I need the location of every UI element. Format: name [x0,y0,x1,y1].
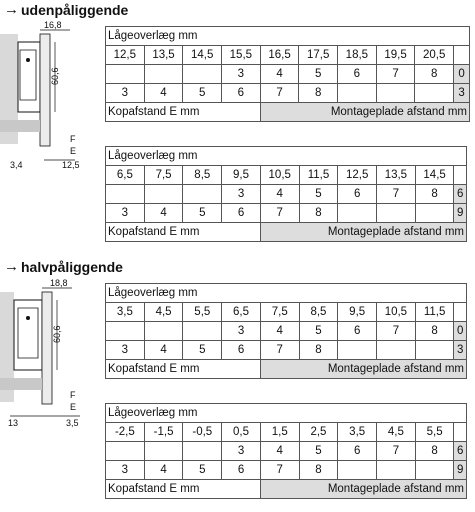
cell: 8 [415,322,454,341]
header-cell: -2,5 [106,423,145,442]
cell: 4 [260,322,299,341]
section-title-text: halvpåliggende [21,258,123,275]
header-cell: 7,5 [144,166,183,185]
footer-row [106,480,467,499]
header-cell: 6,5 [222,303,261,322]
right-dimension: 12,5 [62,160,80,170]
cell: 5 [183,204,222,223]
right-arrow-icon: → [4,258,19,275]
cell: 8 [415,442,454,461]
cell [183,442,222,461]
header-row [106,166,467,185]
cell [377,461,416,480]
cell: 5 [183,461,222,480]
header-cell: 0,5 [222,423,261,442]
table-row [106,461,467,480]
label-f: F [70,390,76,400]
cell: 3 [222,322,261,341]
footer-row [106,103,470,122]
table-row [106,442,467,461]
header-cell [454,303,467,322]
header-cell: 14,5 [415,166,454,185]
cell: 7 [260,461,299,480]
section-title-halvpaaliggende [4,258,123,275]
cell: 6 [222,204,261,223]
table-caption: Lågeoverlæg mm [106,27,470,46]
header-cell: 12,5 [106,46,145,65]
mounting-plate-cell: 6 [454,442,467,461]
cell: 7 [377,185,416,204]
header-cell: 17,5 [299,46,338,65]
left-dimension: 13 [8,418,19,428]
cell: 8 [299,341,338,360]
mounting-plate-cell: 9 [454,204,467,223]
cell [338,461,377,480]
mounting-plate-cell: 0 [454,65,470,84]
cell: 6 [338,185,377,204]
mounting-plate-cell: 3 [454,341,467,360]
cell: 4 [144,461,183,480]
mounting-plate-cell: 6 [454,185,467,204]
header-row [106,303,467,322]
table-caption: Lågeoverlæg mm [106,147,467,166]
cell [377,341,416,360]
cup-distance-label: Kopafstand E mm [106,480,261,499]
hinge-drawing-udenpaaliggende [0,20,100,170]
cell [376,84,415,103]
hinge-drawing-halvpaaliggende [0,278,100,428]
table-row [106,341,467,360]
table-caption: Lågeoverlæg mm [106,404,467,423]
header-cell: 10,5 [377,303,416,322]
cell: 8 [415,185,454,204]
cell [144,65,183,84]
table-row [106,204,467,223]
cup-distance-label: Kopafstand E mm [106,360,261,379]
table-row [106,84,470,103]
cell [106,185,145,204]
cell [415,461,454,480]
header-cell: 9,5 [338,303,377,322]
mounting-plate-label: Montageplade afstand mm [260,480,466,499]
height-dimension: 60,6 [52,325,62,343]
table-row [106,322,467,341]
left-dimension: 3,4 [10,160,23,170]
cell: 8 [299,204,338,223]
overlay-table-2 [105,146,467,242]
cell: 4 [260,65,299,84]
header-cell: 15,5 [222,46,261,65]
cell [183,185,222,204]
header-cell: 18,5 [338,46,377,65]
footer-row [106,360,467,379]
header-cell: 16,5 [260,46,299,65]
cell: 3 [222,185,261,204]
cell: 3 [106,204,145,223]
cup-distance-label: Kopafstand E mm [106,103,261,122]
header-cell: 8,5 [299,303,338,322]
header-row [106,46,470,65]
header-cell: 4,5 [144,303,183,322]
label-f: F [70,134,76,144]
cell: 5 [299,322,338,341]
height-dimension: 60,6 [50,67,60,85]
header-cell: 19,5 [376,46,415,65]
cell: 5 [299,442,338,461]
cell [106,65,145,84]
cell: 8 [299,84,338,103]
mounting-plate-cell: 0 [454,322,467,341]
cell: 4 [144,84,183,103]
cell [338,84,377,103]
header-cell: 5,5 [415,423,454,442]
header-cell: 3,5 [106,303,145,322]
cell: 3 [106,84,145,103]
cell [144,322,183,341]
cell [106,442,145,461]
cell [144,442,183,461]
footer-row [106,223,467,242]
header-cell: 9,5 [222,166,261,185]
cell: 3 [222,65,261,84]
cell [144,185,183,204]
cell: 4 [144,204,183,223]
cell: 8 [299,461,338,480]
header-cell: -1,5 [144,423,183,442]
section-title-udenpaaliggende [4,1,128,18]
header-cell: 5,5 [183,303,222,322]
cell: 5 [299,65,338,84]
header-cell: 13,5 [144,46,183,65]
cell [183,322,222,341]
cell: 7 [260,84,299,103]
cell: 6 [222,341,261,360]
cell [415,341,454,360]
label-e: E [70,146,77,156]
header-cell [454,166,467,185]
header-cell: -0,5 [183,423,222,442]
header-cell: 12,5 [338,166,377,185]
cell: 6 [338,322,377,341]
header-cell: 13,5 [377,166,416,185]
mounting-plate-cell: 9 [454,461,467,480]
cell [106,322,145,341]
cell: 7 [260,204,299,223]
right-arrow-icon: → [4,1,19,18]
mounting-plate-label: Montageplade afstand mm [260,223,466,242]
cell: 7 [260,341,299,360]
overlay-table-4 [105,403,467,499]
cell [415,204,454,223]
header-row [106,423,467,442]
cell: 4 [260,185,299,204]
cell: 3 [106,341,145,360]
table-row [106,65,470,84]
top-dimension: 16,8 [44,20,62,30]
cell: 7 [377,442,416,461]
cell: 6 [222,84,261,103]
cell: 6 [222,461,261,480]
header-cell: 14,5 [183,46,222,65]
cell [338,341,377,360]
header-cell: 11,5 [415,303,454,322]
cell: 6 [338,65,377,84]
cell: 5 [183,84,222,103]
cell [415,84,454,103]
cell [183,65,222,84]
cell: 3 [106,461,145,480]
cell: 6 [338,442,377,461]
header-cell: 1,5 [260,423,299,442]
header-cell: 10,5 [260,166,299,185]
cell: 5 [183,341,222,360]
table-caption: Lågeoverlæg mm [106,284,467,303]
label-e: E [70,402,77,412]
header-cell: 20,5 [415,46,454,65]
cell: 3 [222,442,261,461]
header-cell: 3,5 [338,423,377,442]
overlay-table-1 [105,26,470,122]
right-dimension: 3,5 [66,418,79,428]
cup-distance-label: Kopafstand E mm [106,223,261,242]
cell: 7 [376,65,415,84]
header-cell: 2,5 [299,423,338,442]
header-cell: 4,5 [377,423,416,442]
top-dimension: 18,8 [50,278,68,288]
table-row [106,185,467,204]
cell: 8 [415,65,454,84]
cell: 7 [377,322,416,341]
section-title-text: udenpåliggende [21,1,129,18]
mounting-plate-label: Montageplade afstand mm [260,103,469,122]
cell: 4 [260,442,299,461]
cell [377,204,416,223]
header-cell [454,46,470,65]
overlay-table-3 [105,283,467,379]
mounting-plate-cell: 3 [454,84,470,103]
header-cell: 8,5 [183,166,222,185]
header-cell: 7,5 [260,303,299,322]
header-cell: 11,5 [299,166,338,185]
header-cell [454,423,467,442]
mounting-plate-label: Montageplade afstand mm [260,360,466,379]
cell: 4 [144,341,183,360]
cell: 5 [299,185,338,204]
cell [338,204,377,223]
header-cell: 6,5 [106,166,145,185]
